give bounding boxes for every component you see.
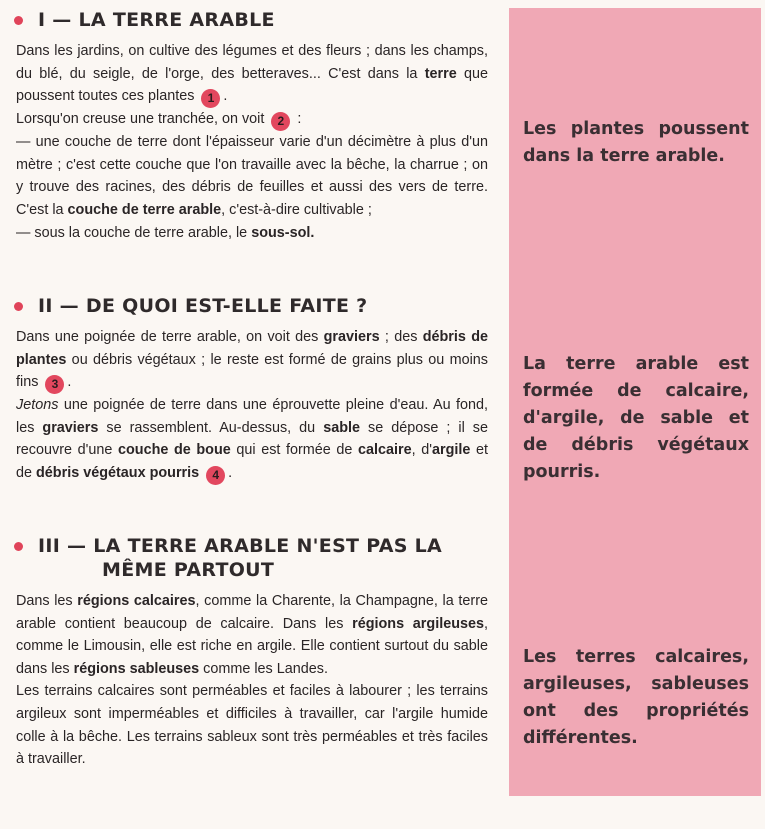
bold-term: terre (424, 65, 457, 82)
paragraph (10, 394, 488, 485)
bold-term: graviers (42, 419, 99, 436)
text-run: Dans une poignée de terre arable, on voit des (16, 329, 324, 345)
figure-number-3: 3 (45, 375, 64, 394)
text-run (199, 465, 203, 481)
bold-term: couche de boue (117, 442, 231, 459)
text-run: . (67, 374, 72, 391)
text-run: . (223, 88, 228, 105)
text-run: ou débris végétaux ; le reste est formé de grains plus ou moins fins (16, 351, 488, 391)
section-2-title: II — DE QUOI EST-ELLE FAITE ? (10, 294, 488, 318)
text-run: , comme le Limousin, elle est riche en argile. Elle contient surtout du sable dans les (16, 615, 488, 677)
bold-term: régions calcaires (77, 593, 196, 609)
bold-term: débris végétaux pourris (36, 464, 200, 481)
summary-3: Les terres calcaires, argileuses, sableuses ont des propriétés différentes. (523, 647, 749, 748)
text-run: : (293, 111, 302, 128)
text-run: . (228, 464, 233, 481)
bold-term: régions sableuses (73, 660, 200, 677)
bullet-icon (14, 16, 23, 25)
figure-number-2: 2 (271, 112, 290, 131)
text-run: se dépose ; il se recouvre d'une (16, 419, 488, 459)
section-1-body (10, 40, 488, 244)
italic-word: Jetons (16, 397, 59, 414)
text-run: Dans les jardins, on cultive des légumes et des fleurs ; dans les champs, du blé, du seigle, de l'orge, des betteraves... C'est dans la (16, 43, 488, 82)
text-run: , c'est-à-dire cultivable ; (221, 201, 372, 218)
text-run: — une couche de terre dont l'épaisseur varie d'un décimètre à plus d'un mètre ; c'est cette couche que l'on travaille avec la bêche, la charrue ; on y trouve des racines, des débris de feuilles et aussi des vers de terre. C'est la (16, 134, 488, 218)
paragraph (10, 326, 488, 394)
section-2 (10, 294, 488, 485)
text-run: Dans les (16, 593, 78, 609)
bold-term: débris de plantes (16, 329, 488, 368)
section-1-title: I — LA TERRE ARABLE (10, 8, 488, 32)
bullet-icon (14, 542, 23, 551)
section-1 (10, 8, 488, 244)
text-run: — sous la couche de terre arable, le (16, 224, 252, 241)
paragraph (10, 222, 488, 245)
text-run: et de (16, 442, 489, 481)
text-run: que poussent toutes ces plantes (16, 65, 488, 105)
text-run: Les terrains calcaires sont perméables et faciles à labourer ; les terrains argileux sont imperméables et difficiles à travailler, car l'argile humide colle à la bêche. Les terrains sableux sont très perméables et très faciles à travailler. (16, 683, 488, 768)
summary-sidebar (509, 8, 761, 796)
paragraph (10, 131, 488, 221)
text-run: , comme la Charente, la Champagne, la terre arable contient beaucoup de calcaire. Dans les (16, 593, 488, 632)
text-run: se rassemblent. Au-dessus, du (98, 419, 324, 436)
section-3-body (10, 590, 488, 771)
section-3-title: III — LA TERRE ARABLE N'EST PAS LA MÊME PARTOUT (10, 534, 488, 582)
text-run: ; des (379, 329, 423, 345)
text-run: comme les Landes. (199, 660, 328, 677)
paragraph (10, 590, 488, 680)
bold-term: régions argileuses (352, 615, 484, 632)
paragraph (10, 680, 488, 770)
bold-term: sous-sol. (251, 224, 315, 241)
bold-term: sable (323, 419, 360, 436)
bold-term: graviers (323, 329, 380, 345)
text-run: une poignée de terre dans une éprouvette pleine d'eau. Au fond, les (16, 397, 488, 436)
text-run: , d' (411, 442, 433, 459)
bold-term: argile (432, 442, 471, 459)
paragraph (10, 108, 488, 131)
text-run: Lorsqu'on creuse une tranchée, on voit (16, 111, 269, 128)
paragraph (10, 40, 488, 108)
bold-term: couche de terre arable (67, 201, 222, 218)
summary-2: La terre arable est formée de calcaire, d'argile, de sable et de débris végétaux pourris. (523, 354, 749, 482)
text-run: qui est formée de (230, 442, 359, 459)
bold-term: calcaire (358, 442, 412, 459)
figure-number-1: 1 (201, 89, 220, 108)
bullet-icon (14, 302, 23, 311)
summary-1: Les plantes poussent dans la terre arable. (523, 119, 749, 166)
section-3 (10, 534, 488, 771)
section-2-body (10, 326, 488, 485)
figure-number-4: 4 (206, 466, 225, 485)
